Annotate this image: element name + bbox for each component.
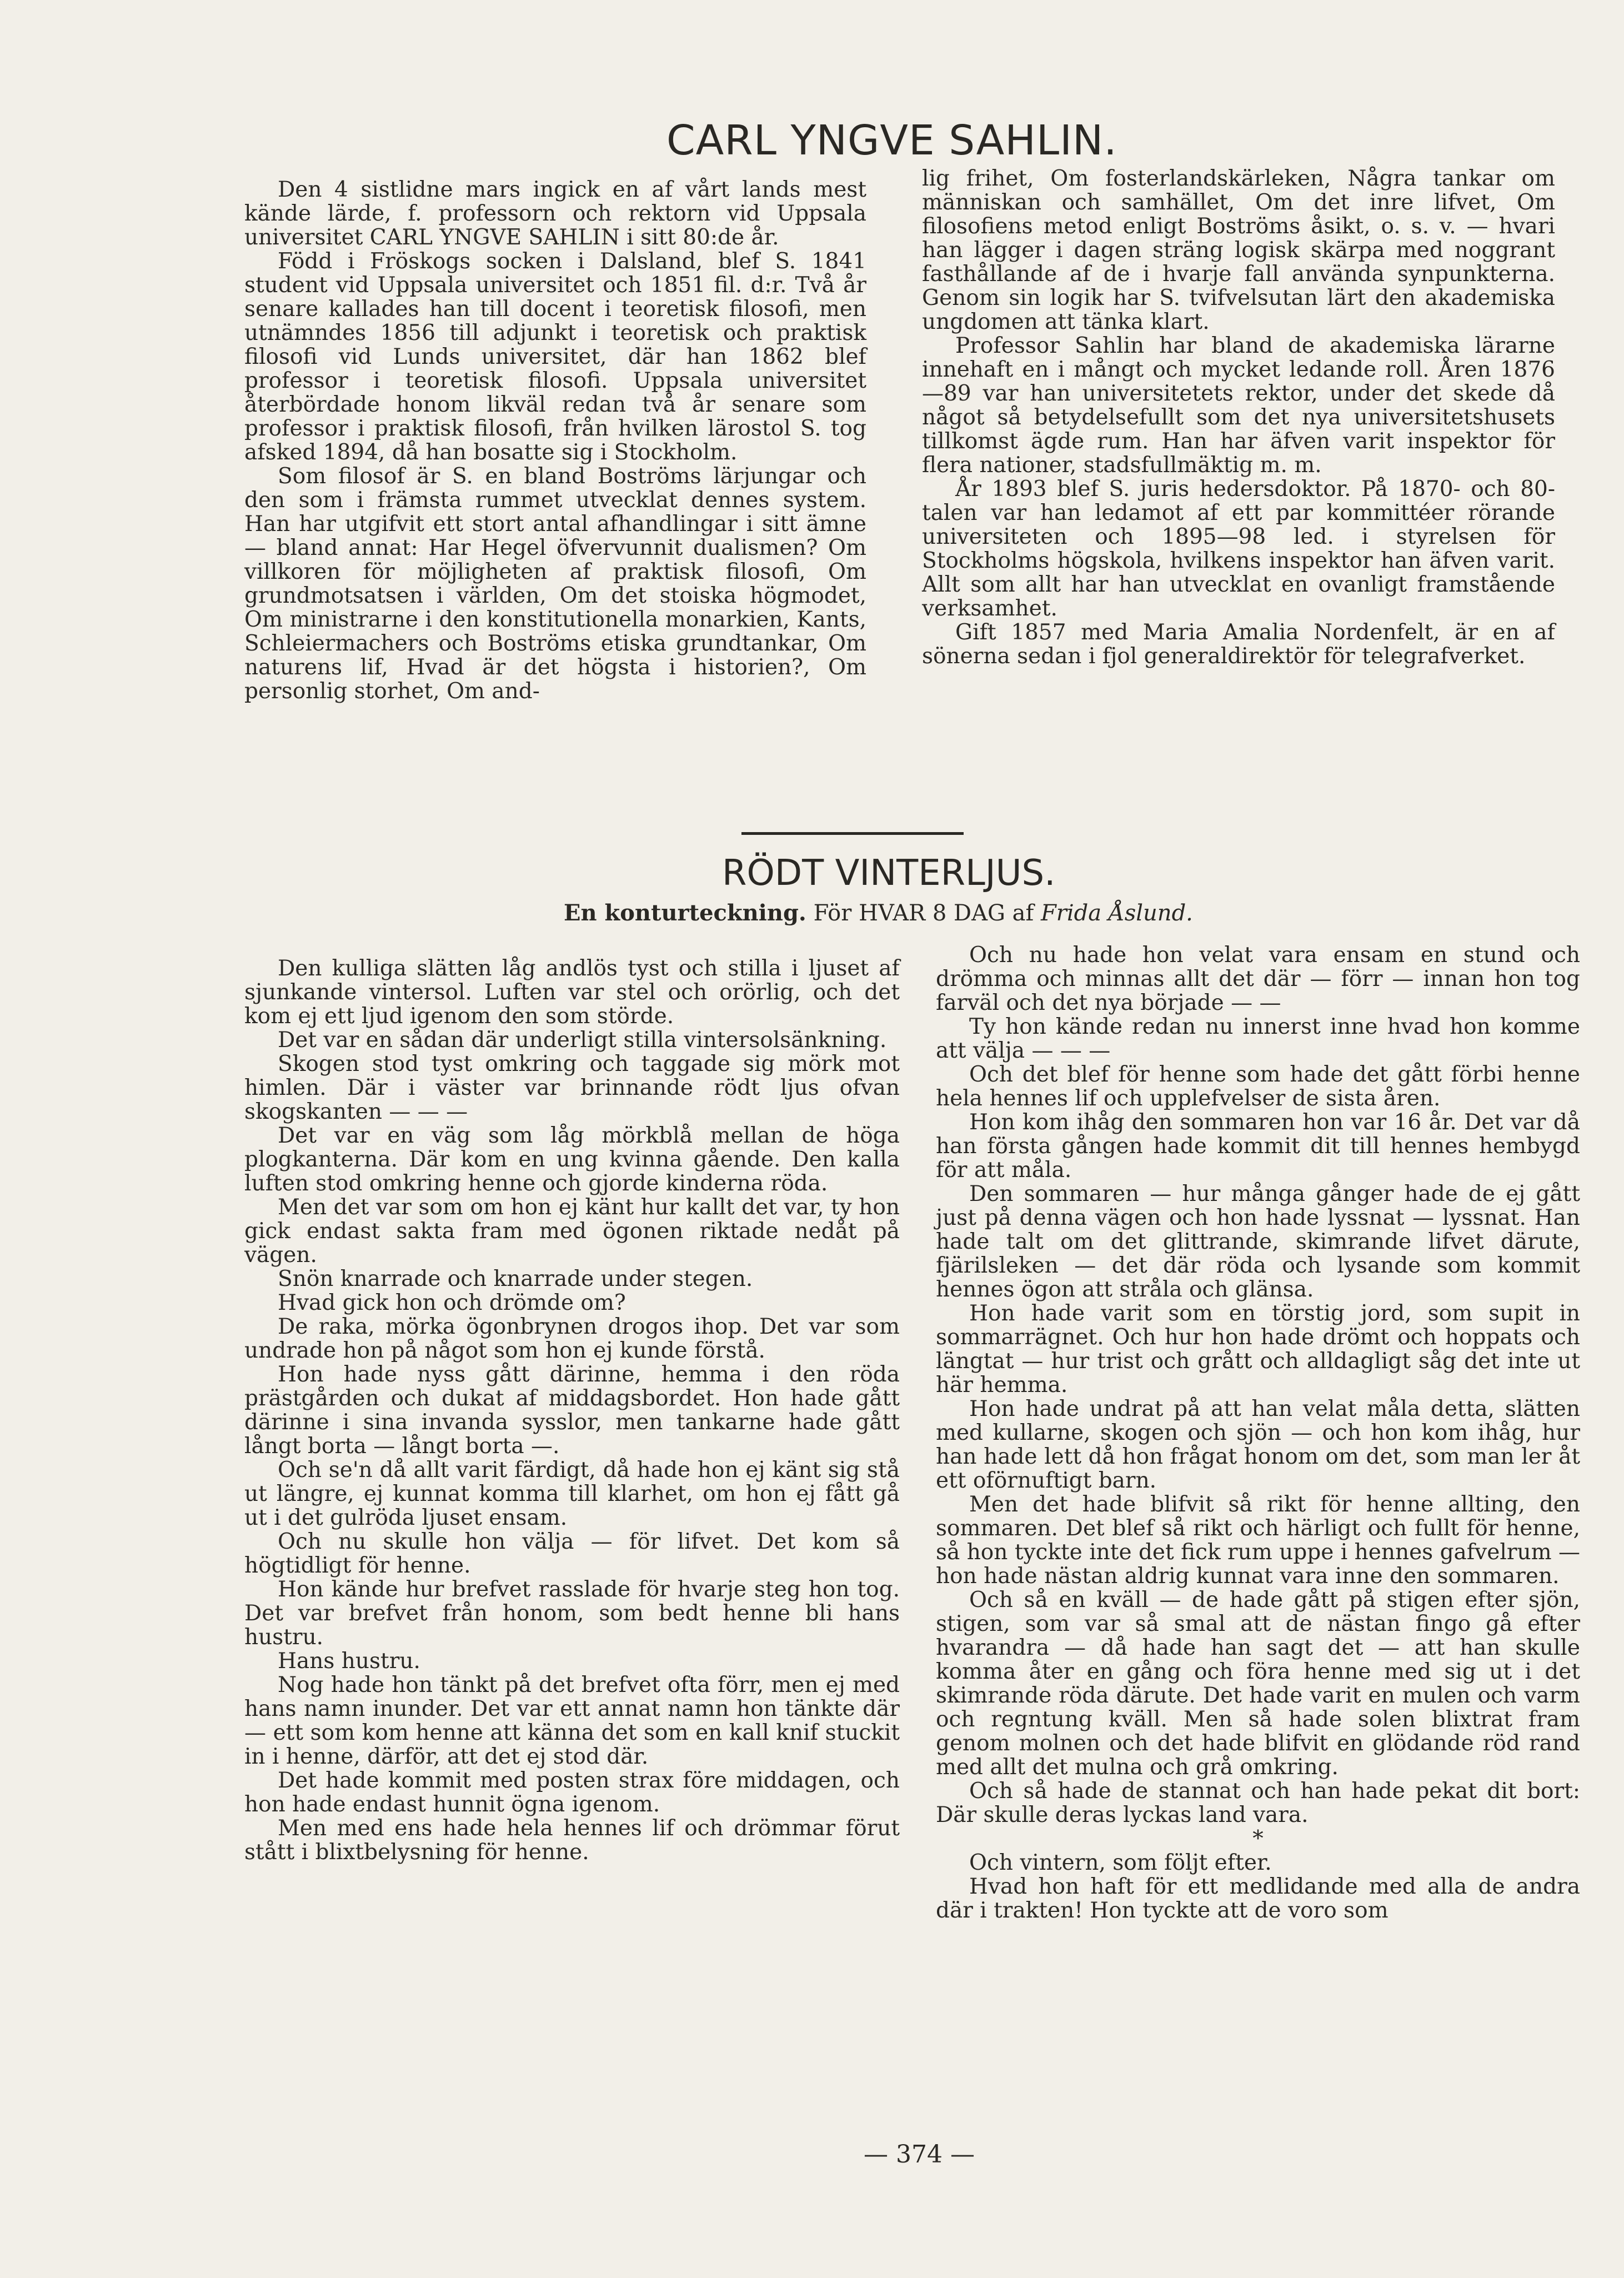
paragraph: Hon hade varit som en törstig jord, som supit in sommarrägnet. Och hur hon hade drömt och hoppats och längtat — hur trist och grått och alldagligt såg det inte ut här hemma.	[936, 1301, 1580, 1398]
paragraph: Och så hade de stannat och han hade pekat dit bort: Där skulle deras lyckas land vara.	[936, 1779, 1580, 1828]
paragraph: Och vintern, som följt efter.	[969, 1850, 1272, 1875]
paragraph: Gift 1857 med Maria Amalia Nordenfelt, är en af sönerna sedan i fjol generaldirektör för telegrafverket.	[922, 620, 1555, 669]
section-break-asterisk: *	[1252, 1826, 1264, 1851]
paragraph: Skogen stod tyst omkring och taggade sig mörk mot himlen. Där i väster var brinnande rödt ljus ofvan skogskanten — — —	[244, 1052, 900, 1124]
section-divider	[741, 832, 964, 835]
paragraph: Den kulliga slätten låg andlös tyst och stilla i ljuset af sjunkande vintersol. Luften var stel och orörlig, och det kom ej ett ljud igenom den som störde.	[244, 956, 900, 1029]
article-vinterljus-column-right	[936, 943, 1580, 1922]
paragraph: Och så en kväll — de hade gått på stigen efter sjön, stigen, som var så smal att de nästan fingo gå efter hvarandra — då hade han sagt det — att han skulle komma åter en gång och föra henne med sig ut i det skimrande röda därute. Det hade varit en mulen och varm och regntung kväll. Men så hade solen blixtrat fram genom molnen och det hade blifvit en glödande röd rand med allt det mulna och grå omkring.	[936, 1588, 1580, 1780]
subtitle-kind: En konturteckning.	[564, 900, 806, 926]
article-sahlin-column-left	[244, 178, 866, 703]
paragraph: Det var en sådan där underligt stilla vintersolsänkning.	[278, 1028, 887, 1053]
article-title-vinterljus: RÖDT VINTERLJUS.	[722, 853, 1056, 894]
paragraph: De raka, mörka ögonbrynen drogos ihop. Det var som undrade hon på något som hon ej kunde förstå.	[244, 1314, 900, 1363]
article-vinterljus-column-left	[244, 957, 900, 1864]
paragraph: Som filosof är S. en bland Boströms lärjungar och den som i främsta rummet utvecklat dennes system. Han har utgifvit ett stort antal afhandlingar i sitt ämne — bland annat: Har Hegel öfvervunnit dualismen? Om villkoren för möjligheten af praktisk filosofi, Om grundmotsatsen i världen, Om det stoiska högmodet, Om ministrarne i den konstitutionella monarkien, Kants, Schleiermachers och Boströms etiska grundtankar, Om naturens lif, Hvad är det högsta i historien?, Om personlig storhet, Om and-	[244, 464, 866, 704]
paragraph: Men med ens hade hela hennes lif och drömmar förut stått i blixtbelysning för henne.	[244, 1816, 900, 1865]
paragraph: lig frihet, Om fosterlandskärleken, Några tankar om människan och samhället, Om det inre lifvet, Om filosofiens metod enligt Boströms åsikt, o. s. v. — hvari han lägger i dagen sträng logisk skärpa med noggrant fasthållande af de i hvarje fall använda synpunkterna. Genom sin logik har S. tvifvelsutan lärt den akademiska ungdomen att tänka klart.	[922, 166, 1555, 334]
paragraph: Född i Fröskogs socken i Dalsland, blef S. 1841 student vid Uppsala universitet och 1851 fil. d:r. Två år senare kallades han till docent i teoretisk filosofi, men utnämndes 1856 till adjunkt i teoretisk och praktisk filosofi vid Lunds universitet, där han 1862 blef professor i teoretisk filosofi. Uppsala universitet återbördade honom likväl redan två år senare som professor i praktisk filosofi, från hvilken lärostol S. tog afsked 1894, då han bosatte sig i Stockholm.	[244, 249, 866, 465]
subtitle-source: För HVAR 8 DAG af	[813, 900, 1034, 926]
paragraph: Den 4 sistlidne mars ingick en af vårt lands mest kände lärde, f. professorn och rektorn vid Uppsala universitet CARL YNGVE SAHLIN i sitt 80:de år.	[244, 177, 866, 250]
paragraph: Och se'n då allt varit färdigt, då hade hon ej känt sig stå ut längre, ej kunnat komma till klarhet, om hon ej fått gå ut i det gulröda ljuset ensam.	[244, 1458, 900, 1530]
page-number: — 374 —	[864, 2140, 975, 2169]
paragraph: Ty hon kände redan nu innerst inne hvad hon komme att välja — — —	[936, 1014, 1580, 1063]
article-title-sahlin: CARL YNGVE SAHLIN.	[666, 117, 1117, 164]
paragraph: Men det var som om hon ej känt hur kallt det var, ty hon gick endast sakta fram med ögonen riktade nedåt på vägen.	[244, 1195, 900, 1268]
article-sahlin-column-right	[922, 167, 1555, 668]
paragraph: Hon kände hur brefvet rasslade för hvarje steg hon tog. Det var brefvet från honom, som bedt henne bli hans hustru.	[244, 1577, 900, 1650]
paragraph: Hans hustru.	[278, 1649, 420, 1674]
paragraph: Hvad hon haft för ett medlidande med alla de andra där i trakten! Hon tyckte att de voro som	[936, 1874, 1580, 1923]
paragraph: År 1893 blef S. juris hedersdoktor. På 1870- och 80-talen var han ledamot af ett par kommittéer rörande universiteten och 1895—98 led. i styrelsen för Stockholms högskola, hvilkens inspektor han äfven varit. Allt som allt har han utvecklat en ovanligt framstående verksamhet.	[922, 477, 1555, 621]
paragraph: Hon kom ihåg den sommaren hon var 16 år. Det var då han första gången hade kommit dit till hennes hembygd för att måla.	[936, 1110, 1580, 1183]
paragraph: Hvad gick hon och drömde om?	[278, 1290, 626, 1315]
paragraph: Och nu skulle hon välja — för lifvet. Det kom så högtidligt för henne.	[244, 1529, 900, 1578]
subtitle-author: Frida Åslund.	[1041, 900, 1193, 926]
paragraph: Det var en väg som låg mörkblå mellan de höga plogkanterna. Där kom en ung kvinna gående. Den kalla luften stod omkring henne och gjorde kinderna röda.	[244, 1123, 900, 1196]
paragraph: Den sommaren — hur många gånger hade de ej gått just på denna vägen och hon hade lyssnat — lyssnat. Han hade talt om det glittrande, skimrande lifvet därute, fjärilsleken — det där röda och lysande som kommit hennes ögon att stråla och glänsa.	[936, 1181, 1580, 1302]
paragraph: Nog hade hon tänkt på det brefvet ofta förr, men ej med hans namn inunder. Det var ett annat namn hon tänkte där — ett som kom henne att känna det som en kall knif stuckit in i henne, därför, att det ej stod där.	[244, 1673, 900, 1769]
paragraph: Snön knarrade och knarrade under stegen.	[278, 1266, 753, 1291]
paragraph: Hon hade nyss gått därinne, hemma i den röda prästgården och dukat af middagsbordet. Hon hade gått därinne i sina invanda sysslor, men tankarne hade gått långt borta — långt borta —.	[244, 1362, 900, 1459]
paragraph: Det hade kommit med posten strax före middagen, och hon hade endast hunnit ögna igenom.	[244, 1768, 900, 1817]
paragraph: Och det blef för henne som hade det gått förbi henne hela hennes lif och upplefvelser de sista åren.	[936, 1062, 1580, 1111]
paragraph: Professor Sahlin har bland de akademiska lärarne innehaft en i mångt och mycket ledande roll. Åren 1876—89 var han universitetets rektor, under det skede då något så betydelsefullt som det nya universitetshusets tillkomst ägde rum. Han har äfven varit inspektor för flera nationer, stadsfullmäktig m. m.	[922, 333, 1555, 478]
paragraph: Men det hade blifvit så rikt för henne allting, den sommaren. Det blef så rikt och härligt och fullt för henne, så hon tyckte inte det fick rum uppe i hennes gafvelrum — hon hade nästan aldrig kunnat vara inne den sommaren.	[936, 1492, 1580, 1589]
paragraph: Och nu hade hon velat vara ensam en stund och drömma och minnas allt det där — förr — innan hon tog farväl och det nya började — —	[936, 943, 1580, 1015]
paragraph: Hon hade undrat på att han velat måla detta, slätten med kullarne, skogen och sjön — och hon kom ihåg, hur han hade lett då hon frågat honom om det, som man ler åt ett oförnuftigt barn.	[936, 1396, 1580, 1493]
article-subtitle	[564, 900, 1193, 926]
